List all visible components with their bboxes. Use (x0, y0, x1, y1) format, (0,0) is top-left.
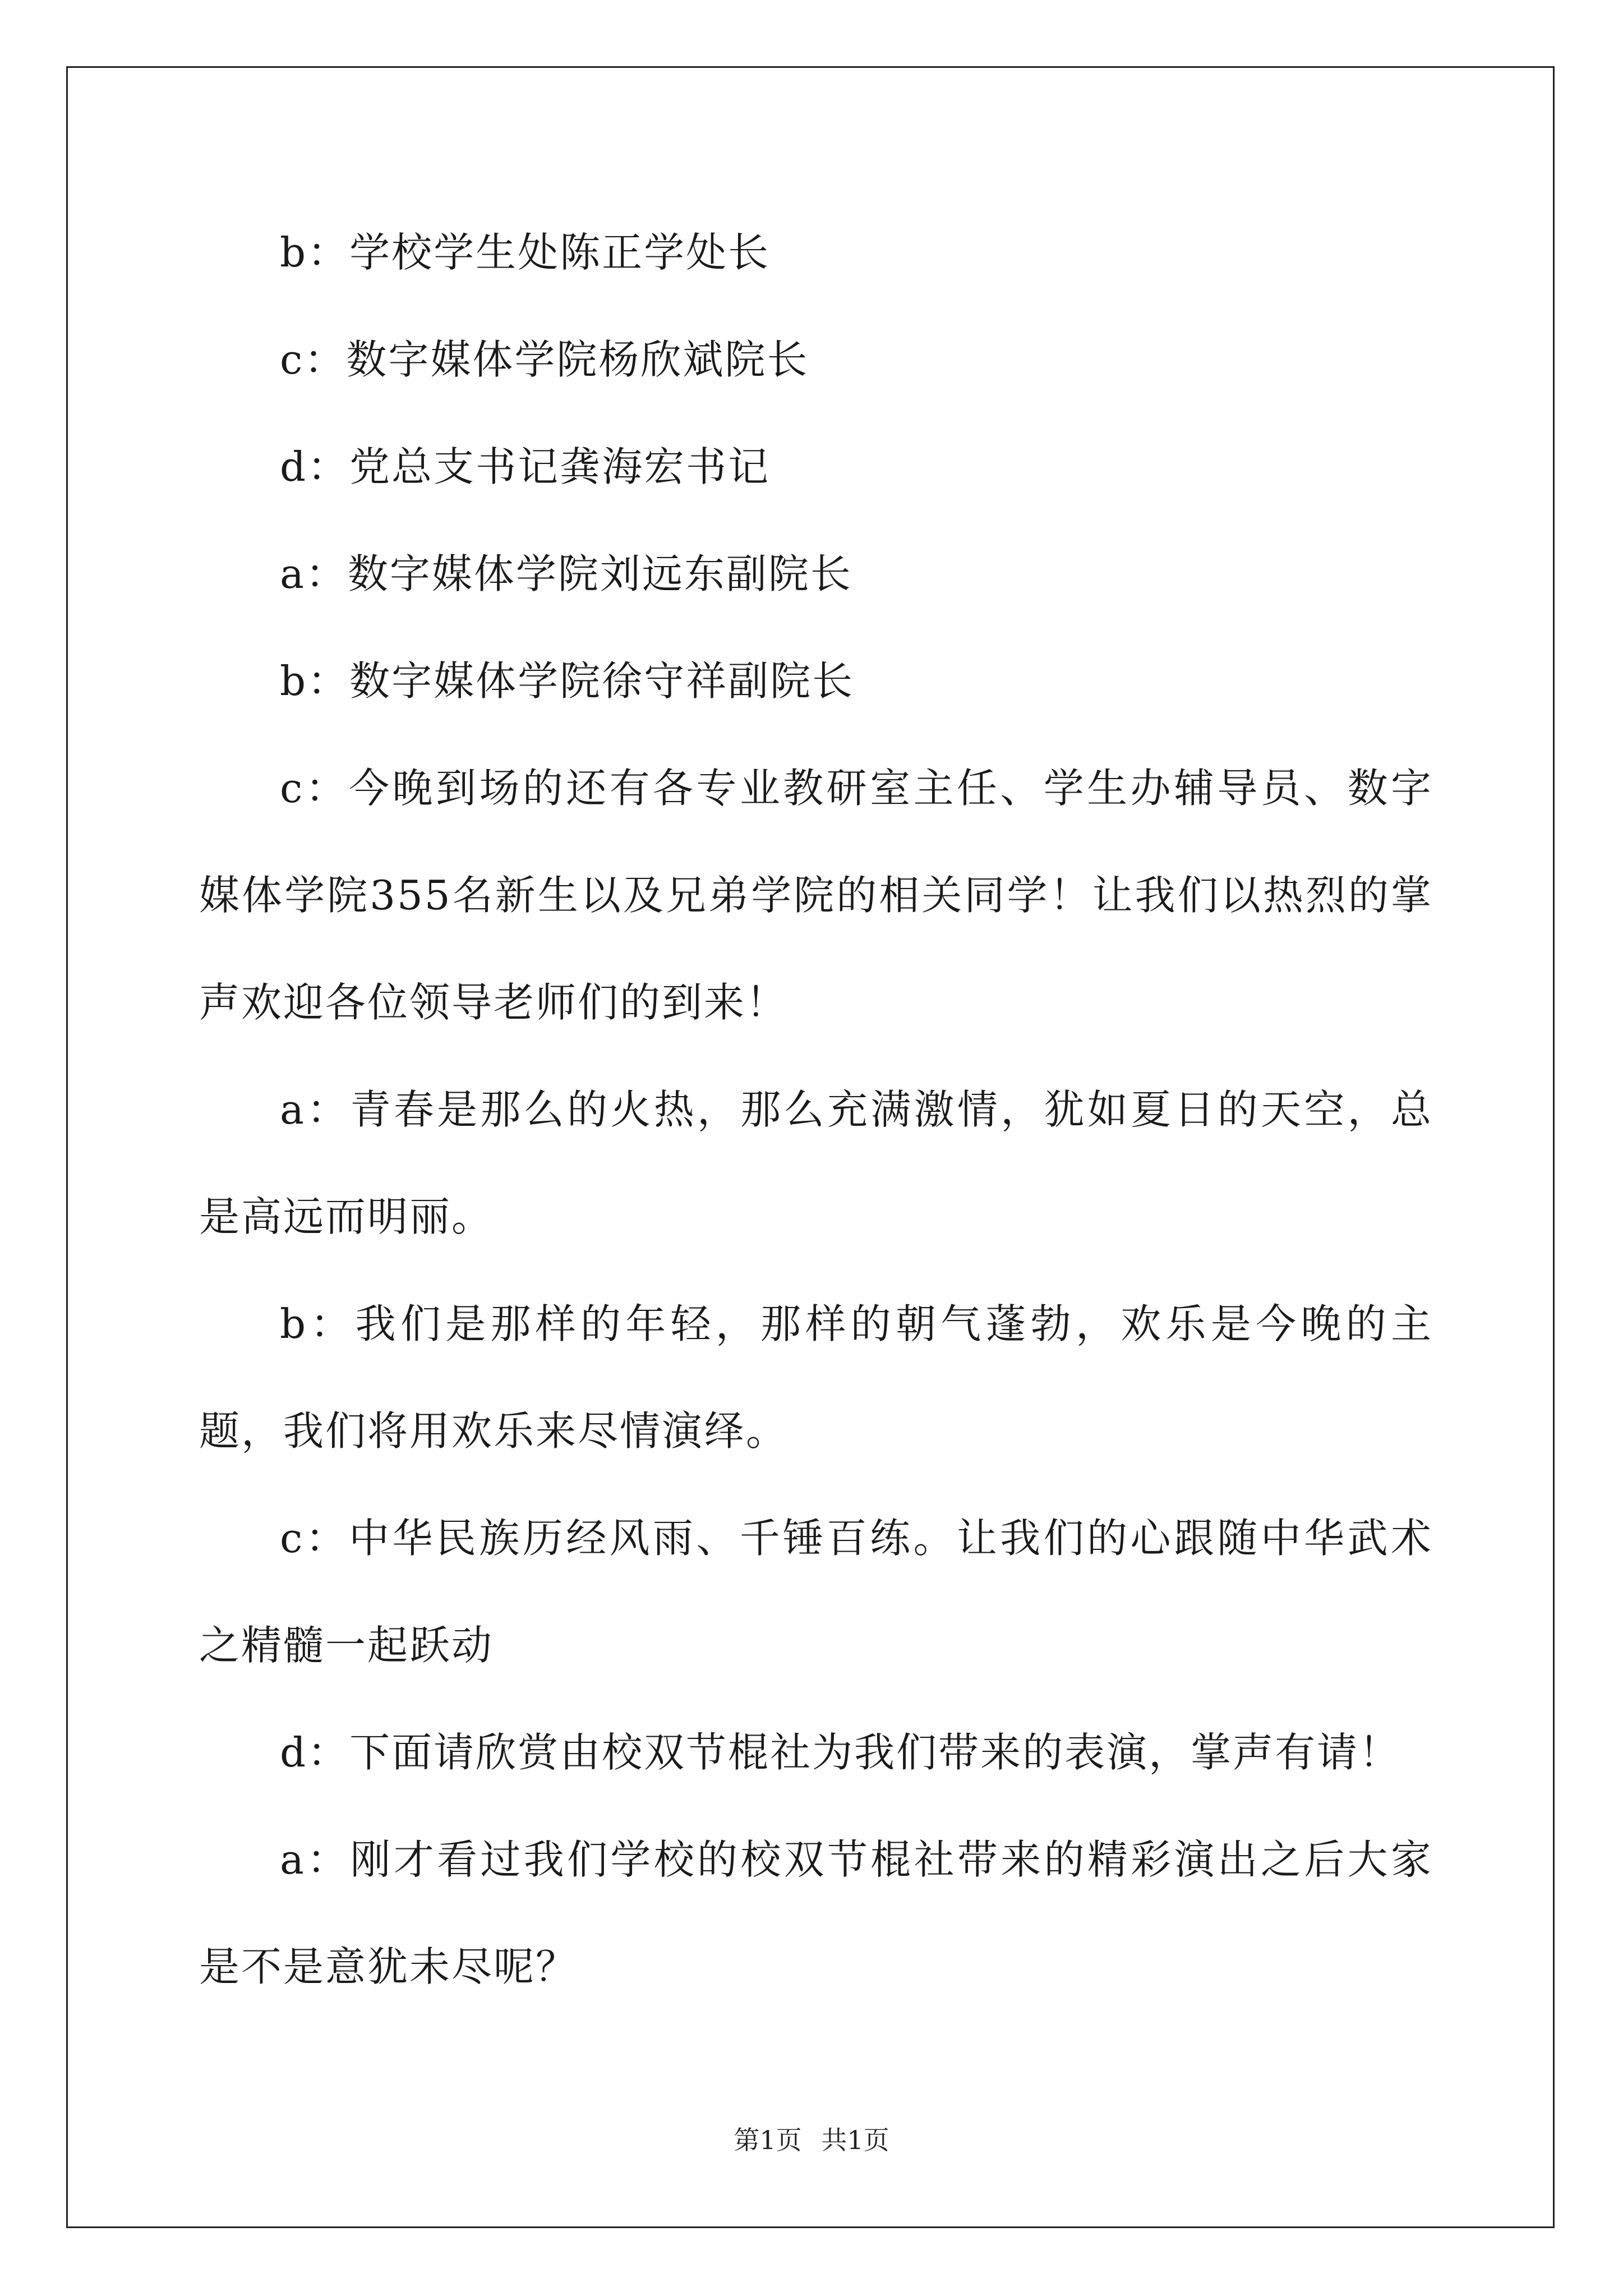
paragraph: c：今晚到场的还有各专业教研室主任、学生办辅导员、数字媒体学院355名新生以及兄弟学院的相关同学！让我们以热烈的掌声欢迎各位领导老师们的到来！ (199, 765, 1433, 1026)
paragraph: b：学校学生处陈正学处长 (280, 229, 771, 276)
paragraph: d：下面请欣赏由校双节棍社为我们带来的表演，掌声有请！ (280, 1729, 1401, 1776)
paragraph: a：刚才看过我们学校的校双节棍社带来的精彩演出之后大家是不是意犹未尽呢？ (199, 1836, 1433, 1990)
paragraph: c：中华民族历经风雨、千锤百练。让我们的心跟随中华武术之精髓一起跃动 (199, 1515, 1433, 1669)
page-number: 第1页 (734, 2125, 802, 2155)
paragraph: d：党总支书记龚海宏书记 (280, 443, 771, 490)
paragraph: a：青春是那么的火热，那么充满激情，犹如夏日的天空，总是高远而明丽。 (199, 1086, 1433, 1240)
paragraph: c：数字媒体学院杨欣斌院长 (280, 336, 809, 383)
page-total: 共1页 (821, 2125, 889, 2155)
paragraph: a：数字媒体学院刘远东副院长 (280, 550, 852, 597)
paragraph: b：我们是那样的年轻，那样的朝气蓬勃，欢乐是今晚的主题，我们将用欢乐来尽情演绎。 (199, 1300, 1433, 1455)
page-footer (0, 2123, 1623, 2157)
paragraph: b：数字媒体学院徐守祥副院长 (280, 657, 855, 705)
